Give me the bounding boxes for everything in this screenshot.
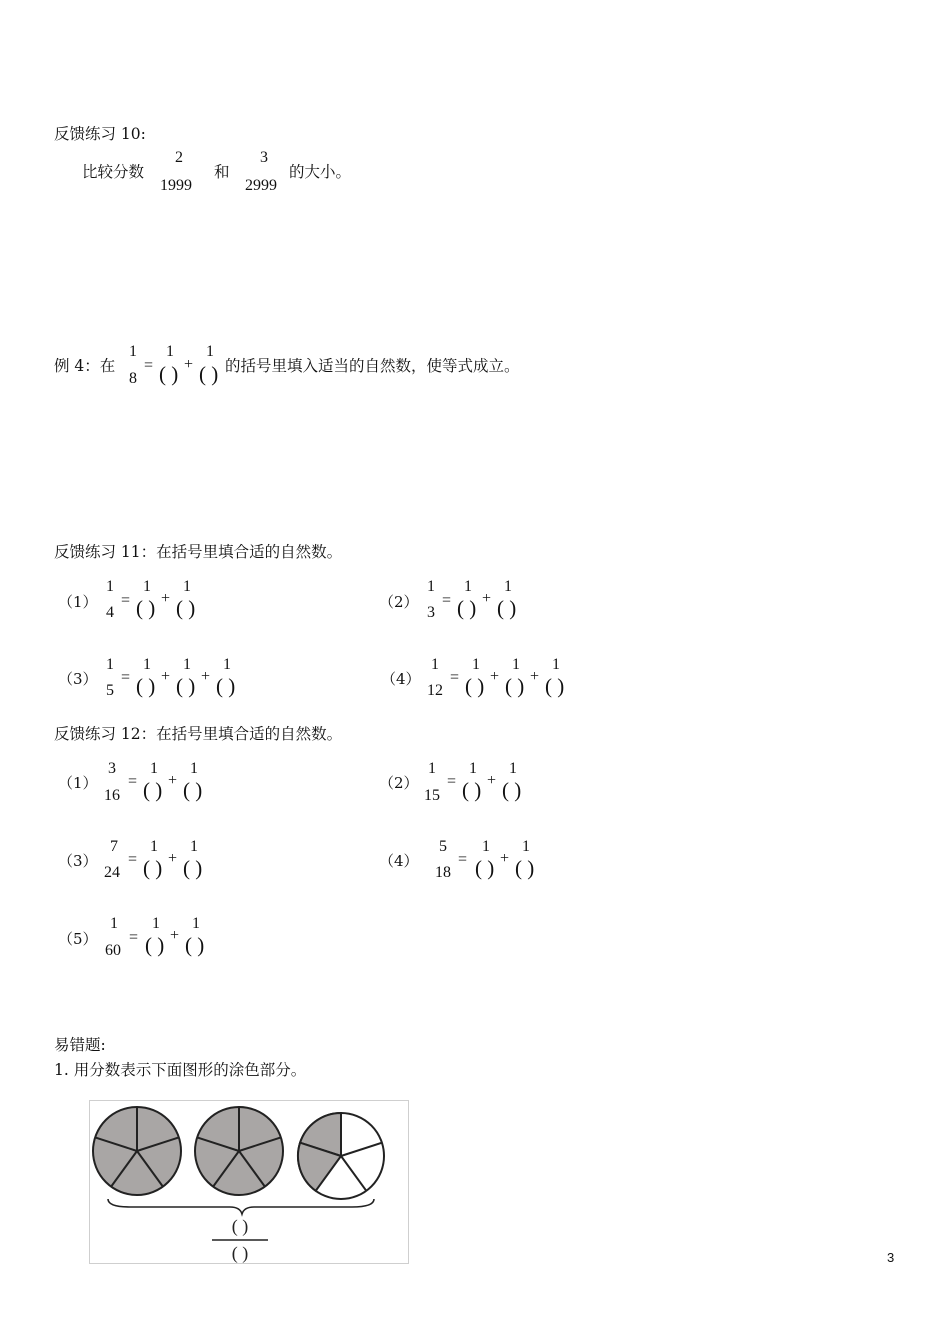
fb11-item-term-paren: ( ) <box>176 596 196 620</box>
errors-q1: 1. 用分数表示下面图形的涂色部分。 <box>54 1061 307 1079</box>
fb12-item-term-num: 1 <box>469 760 477 777</box>
fb10-title: 反馈练习 10: <box>54 125 146 143</box>
fb11-item-term-num: 1 <box>464 578 472 595</box>
fb11-item-plus: + <box>201 668 211 685</box>
ex4-lhs-den: 8 <box>129 370 137 387</box>
fb11-item-term-paren: ( ) <box>457 596 477 620</box>
fb12-item-equals: = <box>128 851 138 868</box>
fb12-item-den: 16 <box>104 787 120 804</box>
fb12-item-plus: + <box>170 927 180 944</box>
fb11-item-term-paren: ( ) <box>176 674 196 698</box>
fb11-item-term-paren: ( ) <box>136 596 156 620</box>
fb12-item-plus: + <box>168 772 178 789</box>
fb10-f1-den: 1999 <box>160 177 192 194</box>
fb11-item-term-num: 1 <box>143 578 151 595</box>
paren-top: ( ) <box>231 1216 249 1236</box>
page-number: 3 <box>887 1250 895 1265</box>
fb12-item-term-num: 1 <box>152 915 160 932</box>
fb12-item-term-num: 1 <box>522 838 530 855</box>
fb11-item-term-paren: ( ) <box>465 674 485 698</box>
fb11-item-equals: = <box>121 669 131 686</box>
ex4-term1-paren: ( ) <box>159 362 179 386</box>
fb12-item-term-num: 1 <box>192 915 200 932</box>
paren-bottom: ( ) <box>231 1243 249 1263</box>
fb12-item-plus: + <box>168 850 178 867</box>
fb11-item-num: 1 <box>106 578 114 595</box>
fb10-f2-den: 2999 <box>245 177 277 194</box>
pie-circles-figure <box>90 1101 408 1263</box>
fb11-item-term-paren: ( ) <box>497 596 517 620</box>
ex4-equals: = <box>144 357 154 374</box>
fb11-item-plus: + <box>490 668 500 685</box>
fb11-item-term-num: 1 <box>183 656 191 673</box>
fb12-item-num: 1 <box>428 760 436 777</box>
fb11-item-label: （3） <box>58 670 98 688</box>
fb12-item-term-paren: ( ) <box>183 778 203 802</box>
curly-brace <box>108 1199 374 1214</box>
fraction-figure <box>89 1100 409 1264</box>
fb12-item-den: 18 <box>435 864 451 881</box>
fb12-item-plus: + <box>487 772 497 789</box>
ex4-plus: + <box>184 356 194 373</box>
fb11-item-num: 1 <box>106 656 114 673</box>
fb11-item-den: 4 <box>106 604 114 621</box>
fb12-item-term-paren: ( ) <box>515 856 535 880</box>
fb12-title: 反馈练习 12：在括号里填合适的自然数。 <box>54 725 343 743</box>
fb11-item-plus: + <box>530 668 540 685</box>
fb11-item-term-paren: ( ) <box>136 674 156 698</box>
fb12-item-num: 7 <box>110 838 118 855</box>
fb12-item-label: （4） <box>379 852 419 870</box>
fb12-item-term-paren: ( ) <box>145 933 165 957</box>
fb11-item-num: 1 <box>431 656 439 673</box>
fb11-item-term-num: 1 <box>504 578 512 595</box>
fb11-item-den: 12 <box>427 682 443 699</box>
fb11-item-term-num: 1 <box>223 656 231 673</box>
fb12-item-term-paren: ( ) <box>462 778 482 802</box>
fb11-item-num: 1 <box>427 578 435 595</box>
fb10-f2-num: 3 <box>260 149 268 166</box>
fb11-item-den: 3 <box>427 604 435 621</box>
fb11-title: 反馈练习 11：在括号里填合适的自然数。 <box>54 543 343 561</box>
fb10-prefix: 比较分数 <box>82 163 145 181</box>
fb12-item-equals: = <box>447 773 457 790</box>
fb11-item-term-num: 1 <box>183 578 191 595</box>
fb12-item-term-num: 1 <box>190 838 198 855</box>
fb12-item-term-paren: ( ) <box>475 856 495 880</box>
fb12-item-label: （5） <box>58 930 98 948</box>
fb12-item-equals: = <box>128 773 138 790</box>
fb12-item-den: 60 <box>105 942 121 959</box>
fb12-item-equals: = <box>129 929 139 946</box>
ex4-lhs-num: 1 <box>129 343 137 360</box>
ex4-term2-num: 1 <box>206 343 214 360</box>
fb12-item-den: 24 <box>104 864 120 881</box>
fb12-item-term-paren: ( ) <box>183 856 203 880</box>
fb11-item-term-paren: ( ) <box>545 674 565 698</box>
ex4-prefix: 例 4：在 <box>54 357 116 375</box>
fb12-item-num: 5 <box>439 838 447 855</box>
fb12-item-term-paren: ( ) <box>185 933 205 957</box>
fb11-item-equals: = <box>450 669 460 686</box>
fb11-item-label: （1） <box>58 593 98 611</box>
fb11-item-term-num: 1 <box>512 656 520 673</box>
fb11-item-term-num: 1 <box>143 656 151 673</box>
fb11-item-term-paren: ( ) <box>505 674 525 698</box>
fb11-item-term-paren: ( ) <box>216 674 236 698</box>
fb12-item-term-num: 1 <box>482 838 490 855</box>
fb12-item-term-paren: ( ) <box>502 778 522 802</box>
fb11-item-equals: = <box>121 592 131 609</box>
fb11-item-den: 5 <box>106 682 114 699</box>
errors-title: 易错题: <box>54 1036 106 1054</box>
fb12-item-term-num: 1 <box>150 760 158 777</box>
fb11-item-label: （4） <box>381 670 421 688</box>
fb10-suffix: 的大小。 <box>289 163 352 181</box>
fb12-item-term-paren: ( ) <box>143 778 163 802</box>
fb11-item-label: （2） <box>379 593 419 611</box>
fb12-item-num: 1 <box>110 915 118 932</box>
fb11-item-plus: + <box>161 590 171 607</box>
fb11-item-term-num: 1 <box>472 656 480 673</box>
fb11-item-equals: = <box>442 592 452 609</box>
fb12-item-num: 3 <box>108 760 116 777</box>
fb11-item-term-num: 1 <box>552 656 560 673</box>
fb12-item-equals: = <box>458 851 468 868</box>
fb12-item-label: （1） <box>58 774 98 792</box>
ex4-term2-paren: ( ) <box>199 362 219 386</box>
fb10-and: 和 <box>214 163 230 181</box>
ex4-term1-num: 1 <box>166 343 174 360</box>
fb12-item-den: 15 <box>424 787 440 804</box>
fb12-item-label: （2） <box>379 774 419 792</box>
fb12-item-term-paren: ( ) <box>143 856 163 880</box>
fb12-item-term-num: 1 <box>190 760 198 777</box>
fb11-item-plus: + <box>161 668 171 685</box>
ex4-suffix: 的括号里填入适当的自然数，使等式成立。 <box>225 357 520 375</box>
fb12-item-label: （3） <box>58 852 98 870</box>
fb10-f1-num: 2 <box>175 149 183 166</box>
fb12-item-term-num: 1 <box>509 760 517 777</box>
fb12-item-plus: + <box>500 850 510 867</box>
fb12-item-term-num: 1 <box>150 838 158 855</box>
fb11-item-plus: + <box>482 590 492 607</box>
